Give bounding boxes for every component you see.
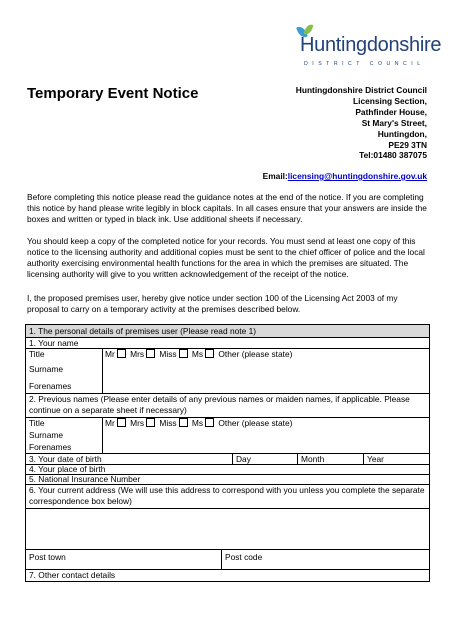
address-line: Pathfinder House, bbox=[355, 106, 427, 117]
q7-row[interactable] bbox=[26, 570, 429, 581]
q7-label: 7. Other contact details bbox=[29, 570, 116, 580]
email-label: Email: bbox=[262, 171, 288, 181]
name-block[interactable] bbox=[26, 349, 429, 394]
post-town-label: Post town bbox=[29, 552, 66, 562]
surname-label: Surname bbox=[29, 364, 63, 374]
page-title: Temporary Event Notice bbox=[27, 85, 199, 102]
checkbox-mr[interactable] bbox=[117, 349, 126, 358]
q4-label: 4. Your place of birth bbox=[29, 464, 106, 474]
email-link[interactable]: licensing@huntingdonshire.gov.uk bbox=[287, 171, 427, 181]
q2-row bbox=[26, 394, 429, 418]
q3-label: 3. Your date of birth bbox=[29, 454, 102, 464]
logo-subtitle: DISTRICT COUNCIL bbox=[304, 61, 425, 67]
prev-surname-label: Surname bbox=[29, 430, 63, 440]
declaration-paragraph: I, the proposed premises user, hereby give notice under section 100 of the Licensing Act 2003 of my proposal to carry on a temporary activity at the premises described below. bbox=[27, 293, 398, 314]
prev-checkbox-miss[interactable] bbox=[179, 418, 188, 427]
address-line: Tel:01480 387075 bbox=[359, 150, 427, 161]
previous-names-block[interactable] bbox=[26, 418, 429, 454]
post-row[interactable] bbox=[26, 550, 429, 570]
day-label: Day bbox=[236, 454, 251, 464]
address-line: Huntingdonshire District Council bbox=[295, 85, 427, 95]
checkbox-mrs[interactable] bbox=[146, 349, 155, 358]
q5-row[interactable] bbox=[26, 475, 429, 485]
address-line: PE29 3TN bbox=[388, 139, 427, 150]
title-label: Title bbox=[29, 349, 45, 359]
address-line: St Mary's Street, bbox=[361, 117, 427, 128]
logo-name: Huntingdonshire bbox=[300, 34, 442, 56]
prev-title-options: Mr Mrs Miss Ms Other (please state) bbox=[105, 418, 293, 428]
council-address bbox=[296, 85, 427, 161]
post-code-label: Post code bbox=[225, 552, 263, 562]
q2-label: 2. Previous names (Please enter details of any previous names or maiden names, if applicable. Please continue on a separate sheet if necessary) bbox=[29, 394, 410, 415]
q6-label: 6. Your current address (We will use this address to correspond with you unless you complete the separate correspondence box below) bbox=[29, 485, 425, 506]
section-1-title: 1. The personal details of premises user (Please read note 1) bbox=[29, 326, 257, 336]
prev-forenames-label: Forenames bbox=[29, 442, 72, 452]
q6-row bbox=[26, 485, 429, 509]
address-line: Huntingdon, bbox=[377, 128, 427, 139]
council-logo bbox=[290, 30, 442, 78]
title-options: Mr Mrs Miss Ms Other (please state) bbox=[105, 349, 293, 359]
email-line bbox=[263, 171, 427, 181]
instructions-paragraph: Before completing this notice please read the guidance notes at the end of the notice. If you are completing this notice by hand please write legibly in block capitals. In all cases ensure that your answers are inside the boxes and written or typed in black ink. Use additional sheets if necessary. bbox=[27, 192, 427, 224]
forenames-label: Forenames bbox=[29, 381, 72, 391]
section-1-header bbox=[26, 325, 429, 338]
copies-paragraph: You should keep a copy of the completed notice for your records. You must send at least one copy of this notice to the licensing authority and additional copies must be sent to the chief officer of police and the local authority exercising environmental health functions for the area in which the premises are situated. The licensing authority will give to you written acknowledgement of the receipt of the notice. bbox=[27, 236, 425, 279]
checkbox-miss[interactable] bbox=[179, 349, 188, 358]
month-label: Month bbox=[301, 454, 325, 464]
personal-details-form bbox=[25, 324, 430, 582]
prev-title-label: Title bbox=[29, 418, 45, 428]
year-label: Year bbox=[367, 454, 384, 464]
prev-checkbox-mr[interactable] bbox=[117, 418, 126, 427]
address-line: Licensing Section, bbox=[353, 95, 427, 106]
checkbox-ms[interactable] bbox=[205, 349, 214, 358]
prev-checkbox-mrs[interactable] bbox=[146, 418, 155, 427]
q5-label: 5. National Insurance Number bbox=[29, 474, 141, 484]
q1-row bbox=[26, 338, 429, 349]
address-box[interactable] bbox=[26, 509, 429, 550]
prev-checkbox-ms[interactable] bbox=[205, 418, 214, 427]
q1-label: 1. Your name bbox=[29, 338, 79, 348]
